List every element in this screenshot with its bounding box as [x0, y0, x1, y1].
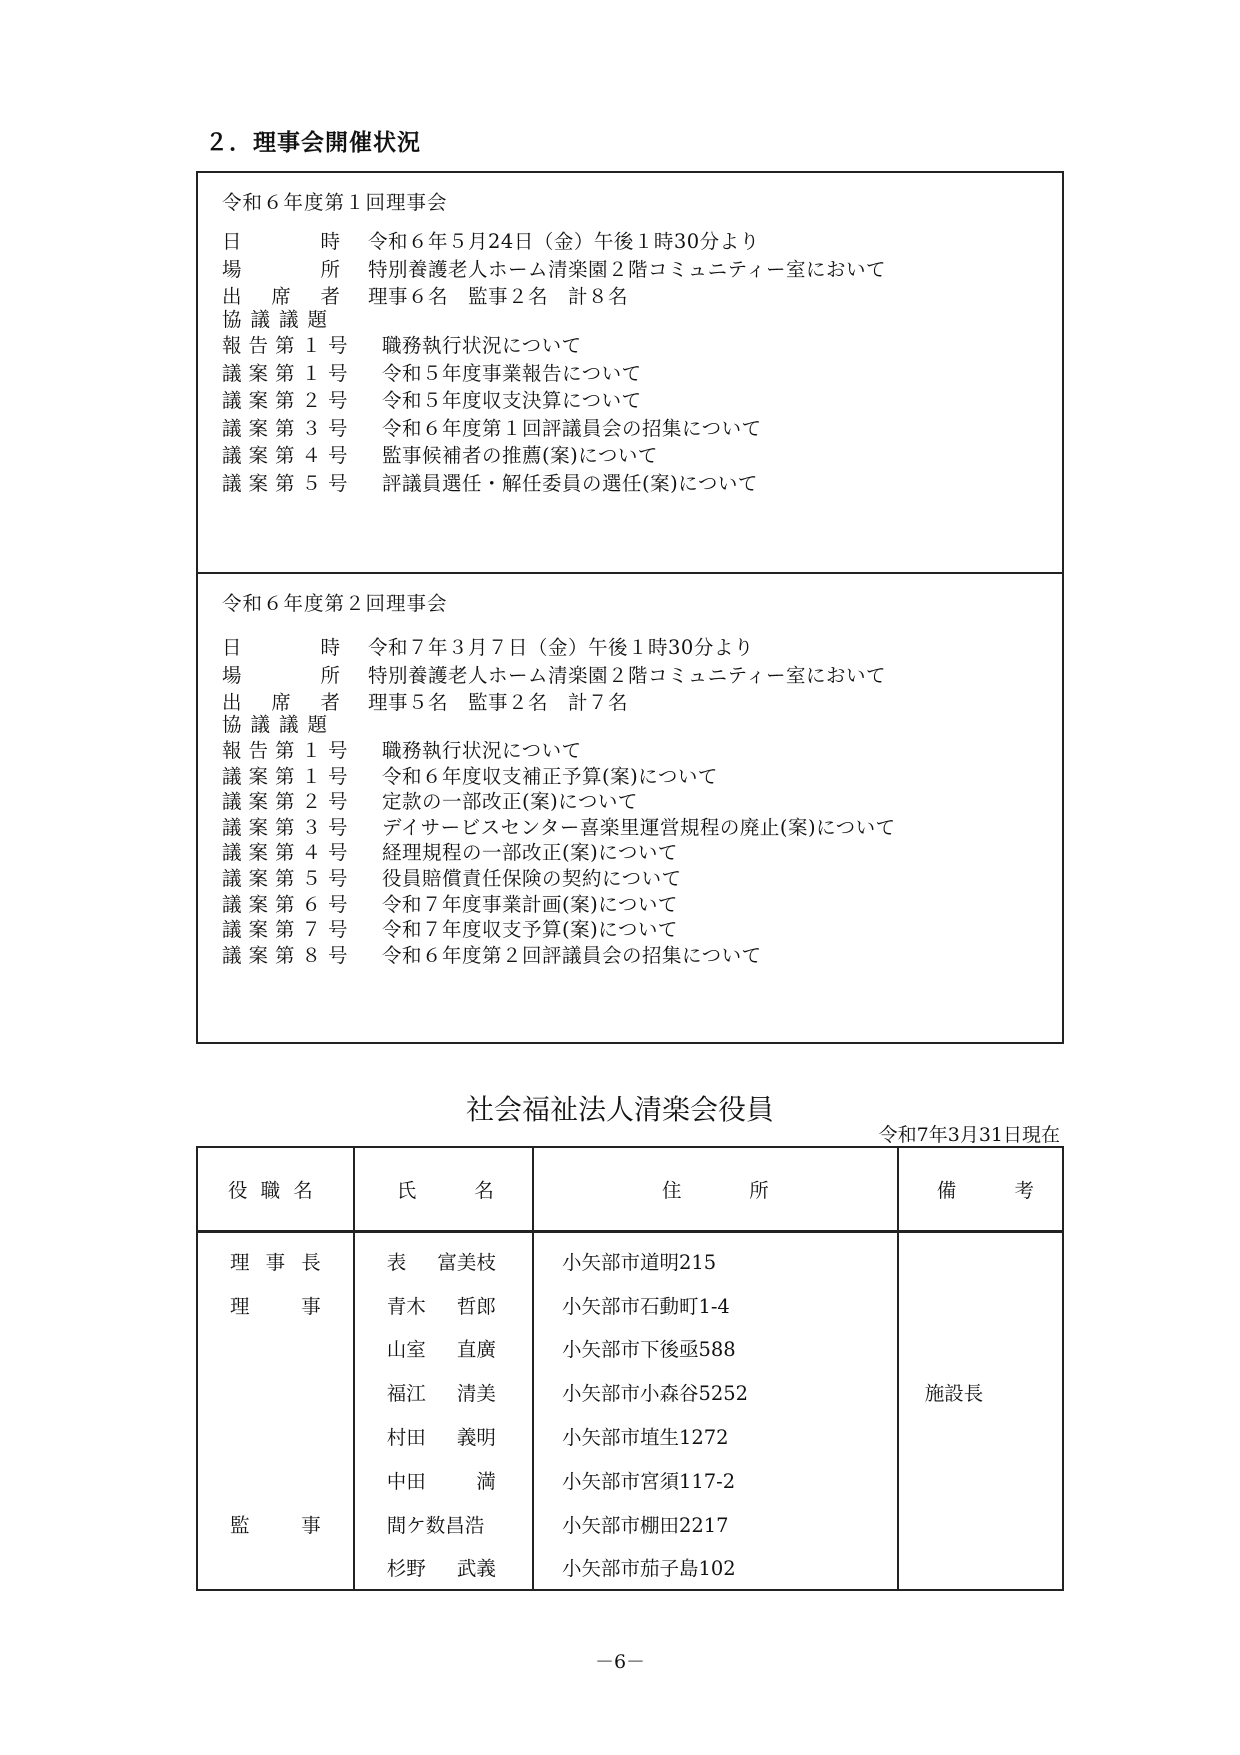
detail-value: 特別養護老人ホーム清楽園２階コミュニティー室において: [368, 257, 887, 281]
header-char: 役: [228, 1179, 258, 1202]
officer-name: [354, 1502, 533, 1546]
officer-name: [354, 1414, 533, 1458]
agenda-item: [222, 763, 718, 791]
detail-label-char: 者: [320, 285, 340, 308]
officer-address: 小矢部市小森谷5252: [533, 1370, 898, 1414]
detail-label-char: 出: [222, 691, 242, 714]
agenda-label: 議案第２号: [222, 389, 355, 412]
agenda-label: 議案第５号: [222, 867, 355, 890]
meeting-heading: 令和６年度第１回理事会: [222, 191, 448, 214]
officer-address: 小矢部市茄子島102: [533, 1546, 898, 1591]
officer-role: [197, 1458, 354, 1502]
detail-label-char: 場: [222, 663, 242, 687]
agenda-value: 監事候補者の推薦(案)について: [382, 444, 658, 467]
agenda-heading: 協議議題: [222, 713, 337, 736]
agenda-item: [222, 415, 762, 443]
header-note: [898, 1147, 1063, 1232]
officer-note: [898, 1232, 1063, 1283]
agenda-value: 経理規程の一部改正(案)について: [382, 841, 678, 865]
agenda-value: 令和５年度収支決算について: [382, 389, 642, 412]
header-char: 住: [661, 1179, 682, 1202]
officer-name: [354, 1232, 533, 1283]
agenda-item: [222, 916, 678, 944]
agenda-value: 令和６年度収支補正予算(案)について: [382, 764, 718, 788]
agenda-item: [222, 332, 582, 360]
role-char: 長: [301, 1250, 321, 1274]
name-part: 清美: [456, 1382, 496, 1406]
agenda-value: 評議員選任・解任委員の選任(案)について: [382, 471, 758, 495]
agenda-label: 議案第７号: [222, 918, 355, 942]
agenda-label: 議案第３号: [222, 416, 355, 440]
detail-label-char: 日: [222, 230, 242, 253]
detail-label: [222, 662, 340, 690]
name-text: [387, 1334, 496, 1362]
agenda-item: [222, 865, 682, 893]
officers-table: [196, 1146, 1064, 1591]
role-text: [230, 1291, 321, 1319]
meeting-box-2: [196, 572, 1064, 1044]
role-char: 理: [230, 1294, 250, 1318]
officer-name: [354, 1370, 533, 1414]
officer-note: [898, 1283, 1063, 1327]
detail-label-char: 時: [320, 230, 340, 253]
officer-row: [197, 1283, 1063, 1327]
detail-label: [222, 256, 340, 284]
name-text: [387, 1247, 496, 1275]
header-char: 氏: [396, 1179, 417, 1202]
agenda-value: デイサービスセンター喜楽里運営規程の廃止(案)について: [382, 815, 896, 839]
agenda-label: 議案第４号: [222, 841, 355, 865]
officer-address: 小矢部市下後亟588: [533, 1327, 898, 1371]
agenda-value: 職務執行状況について: [382, 739, 582, 762]
detail-label-char: 出: [222, 285, 242, 308]
officer-note: [898, 1458, 1063, 1502]
officers-title: 社会福祉法人清楽会役員: [465, 1093, 774, 1126]
name-part: 杉野: [386, 1557, 426, 1581]
role-text: [230, 1510, 321, 1538]
officer-row: [197, 1546, 1063, 1591]
name-part: 直廣: [456, 1338, 496, 1362]
officer-name: [354, 1546, 533, 1591]
agenda-label: 報告第１号: [222, 334, 355, 357]
name-part: 富美枝: [437, 1250, 496, 1274]
detail-label-char: 日: [222, 636, 242, 659]
agenda-item: [222, 891, 678, 919]
role-char: 監: [230, 1513, 250, 1537]
detail-value: 令和７年３月７日（金）午後１時30分より: [368, 636, 754, 659]
officer-note: 施設長: [898, 1370, 1063, 1414]
header-char: 名: [293, 1179, 323, 1202]
agenda-value: 令和７年度収支予算(案)について: [382, 918, 678, 942]
header-char: 備: [936, 1179, 957, 1202]
agenda-item: [222, 360, 642, 388]
role-char: 事: [265, 1250, 286, 1274]
header-name: [354, 1147, 533, 1232]
header-address: [533, 1147, 898, 1232]
name-text: [387, 1378, 496, 1406]
role-text: [230, 1247, 321, 1275]
agenda-item: [222, 442, 658, 470]
name-part: 青木: [386, 1294, 426, 1318]
agenda-label: 議案第２号: [222, 790, 355, 814]
agenda-label: 議案第４号: [222, 444, 355, 467]
header-char: 職: [260, 1179, 291, 1202]
name-text: [387, 1510, 496, 1538]
agenda-item: [222, 788, 638, 816]
detail-label-char: 者: [320, 691, 340, 714]
agenda-value: 職務執行状況について: [382, 334, 582, 357]
officer-role: [197, 1327, 354, 1371]
role-char: 事: [301, 1513, 321, 1537]
detail-value: 令和６年５月24日（金）午後１時30分より: [368, 230, 760, 253]
name-part: 中田: [386, 1469, 426, 1493]
detail-label-char: 所: [320, 663, 340, 687]
officer-note: [898, 1327, 1063, 1371]
agenda-label: 議案第１号: [222, 764, 355, 788]
agenda-item: [222, 737, 582, 765]
officer-row: [197, 1327, 1063, 1371]
officer-row: [197, 1370, 1063, 1414]
officer-address: 小矢部市宮須117-2: [533, 1458, 898, 1502]
detail-label-char: 所: [320, 257, 340, 281]
officer-name: [354, 1327, 533, 1371]
name-part: 福江: [386, 1382, 426, 1406]
officer-address: 小矢部市埴生1272: [533, 1414, 898, 1458]
officer-address: 小矢部市棚田2217: [533, 1502, 898, 1546]
name-part: 満: [476, 1469, 496, 1493]
agenda-value: 役員賠償責任保険の契約について: [382, 867, 682, 890]
header-char: 考: [1014, 1179, 1034, 1202]
detail-label-char: 時: [320, 636, 340, 659]
officer-row: [197, 1458, 1063, 1502]
officer-name: [354, 1283, 533, 1327]
detail-label-char: 場: [222, 257, 242, 281]
officer-name: [354, 1458, 533, 1502]
meeting-detail-row: [222, 634, 754, 662]
page-number: －6－: [594, 1651, 646, 1673]
agenda-value: 令和５年度事業報告について: [382, 361, 642, 385]
role-char: 理: [230, 1250, 250, 1274]
agenda-item: [222, 839, 678, 867]
role-char: 事: [301, 1294, 321, 1318]
name-part: 武義: [456, 1557, 496, 1581]
agenda-item: [222, 814, 896, 842]
officers-body: [197, 1232, 1063, 1591]
meeting-box-1: [196, 171, 1064, 574]
officer-role: [197, 1414, 354, 1458]
officer-role: [197, 1370, 354, 1414]
agenda-heading: 協議議題: [222, 308, 337, 331]
officer-row: [197, 1232, 1063, 1283]
agenda-label: 議案第３号: [222, 815, 355, 839]
agenda-label: 議案第６号: [222, 892, 355, 916]
header-char: 名: [474, 1179, 494, 1202]
as-of-date: 令和7年3月31日現在: [878, 1124, 1060, 1146]
name-text: [387, 1291, 496, 1319]
detail-label: [222, 228, 340, 256]
detail-value: 特別養護老人ホーム清楽園２階コミュニティー室において: [368, 663, 887, 687]
header-role: [197, 1147, 354, 1232]
officer-row: [197, 1414, 1063, 1458]
officer-role: [197, 1502, 354, 1546]
agenda-label: 議案第８号: [222, 943, 355, 967]
officers-header-row: [197, 1147, 1063, 1232]
agenda-value: 定款の一部改正(案)について: [382, 790, 638, 814]
officer-note: [898, 1546, 1063, 1591]
agenda-value: 令和６年度第２回評議員会の招集について: [382, 943, 762, 967]
agenda-item: [222, 942, 762, 970]
agenda-item: [222, 387, 642, 415]
name-part: 哲郎: [456, 1294, 496, 1318]
meeting-heading: 令和６年度第２回理事会: [222, 592, 448, 615]
header-char: 所: [749, 1179, 769, 1202]
agenda-label: 報告第１号: [222, 739, 355, 762]
detail-value: 理事５名 監事２名 計７名: [368, 691, 629, 714]
meeting-detail-row: [222, 662, 886, 690]
officer-note: [898, 1502, 1063, 1546]
officer-row: [197, 1502, 1063, 1546]
agenda-value: 令和６年度第１回評議員会の招集について: [382, 416, 762, 440]
meeting-detail-row: [222, 256, 886, 284]
name-text: [387, 1553, 496, 1581]
name-part: 義明: [456, 1426, 496, 1450]
name-part: 間ケ数昌浩: [386, 1513, 485, 1537]
officer-address: 小矢部市道明215: [533, 1232, 898, 1283]
name-part: 村田: [386, 1426, 426, 1450]
officer-note: [898, 1414, 1063, 1458]
name-part: 山室: [386, 1338, 426, 1362]
meeting-detail-row: [222, 228, 760, 256]
name-part: 表: [386, 1250, 407, 1274]
section-title: ２．理事会開催状況: [205, 130, 421, 156]
officer-role: [197, 1232, 354, 1283]
detail-label-char: 席: [271, 691, 291, 714]
detail-value: 理事６名 監事２名 計８名: [368, 285, 629, 308]
agenda-item: [222, 470, 758, 498]
name-text: [387, 1466, 496, 1494]
detail-label: [222, 634, 340, 662]
officer-role: [197, 1546, 354, 1591]
officer-role: [197, 1283, 354, 1327]
agenda-label: 議案第１号: [222, 361, 355, 385]
name-text: [387, 1422, 496, 1450]
agenda-label: 議案第５号: [222, 471, 355, 495]
detail-label-char: 席: [271, 285, 291, 308]
officer-address: 小矢部市石動町1-4: [533, 1283, 898, 1327]
agenda-value: 令和７年度事業計画(案)について: [382, 892, 678, 916]
